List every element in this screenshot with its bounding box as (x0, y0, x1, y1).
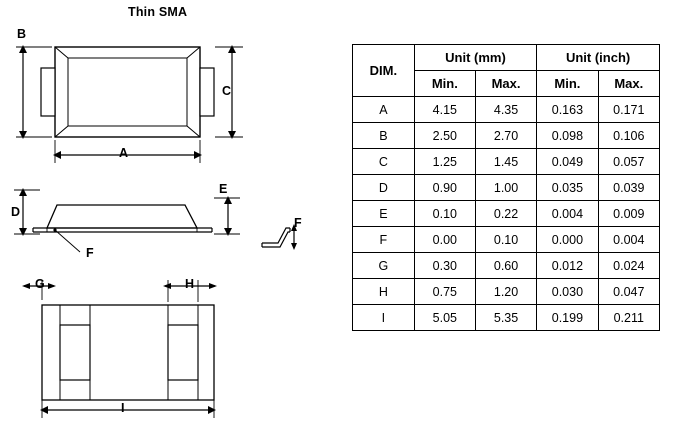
header-unit-mm: Unit (mm) (414, 45, 536, 71)
table-row (353, 227, 660, 253)
cell-mm-min: 0.00 (414, 227, 475, 253)
table-row (353, 175, 660, 201)
dimensions-table-wrapper (352, 44, 660, 331)
dimension-e (214, 196, 240, 236)
cell-inch-min: 0.049 (537, 149, 598, 175)
cell-inch-max: 0.009 (598, 201, 659, 227)
cell-dim: G (353, 253, 415, 279)
cell-inch-min: 0.035 (537, 175, 598, 201)
cell-mm-max: 0.10 (475, 227, 536, 253)
cell-mm-min: 0.30 (414, 253, 475, 279)
cell-mm-max: 1.00 (475, 175, 536, 201)
cell-inch-max: 0.106 (598, 123, 659, 149)
table-row (353, 123, 660, 149)
cell-mm-max: 0.22 (475, 201, 536, 227)
cell-mm-min: 0.90 (414, 175, 475, 201)
cell-dim: I (353, 305, 415, 331)
cell-inch-min: 0.000 (537, 227, 598, 253)
cell-mm-max: 4.35 (475, 97, 536, 123)
cell-mm-min: 5.05 (414, 305, 475, 331)
label-i: I (121, 401, 125, 415)
cell-inch-max: 0.057 (598, 149, 659, 175)
cell-inch-max: 0.004 (598, 227, 659, 253)
detail-view-f (262, 224, 297, 250)
label-f-detail: F (294, 216, 302, 230)
cell-mm-min: 1.25 (414, 149, 475, 175)
dimensions-table (352, 44, 660, 331)
cell-mm-min: 2.50 (414, 123, 475, 149)
header-unit-inch: Unit (inch) (537, 45, 660, 71)
pad-layout-view (42, 305, 214, 400)
cell-dim: H (353, 279, 415, 305)
table-header-row-top (353, 45, 660, 71)
header-inch-max: Max. (598, 71, 659, 97)
side-view (33, 205, 212, 232)
table-row (353, 97, 660, 123)
table-row (353, 253, 660, 279)
header-mm-max: Max. (475, 71, 536, 97)
cell-inch-max: 0.024 (598, 253, 659, 279)
cell-mm-max: 2.70 (475, 123, 536, 149)
cell-inch-min: 0.199 (537, 305, 598, 331)
dimension-i (40, 400, 216, 418)
cell-mm-max: 1.45 (475, 149, 536, 175)
label-g: G (35, 277, 45, 291)
label-b: B (17, 27, 27, 41)
cell-inch-max: 0.211 (598, 305, 659, 331)
cell-inch-min: 0.004 (537, 201, 598, 227)
table-row (353, 149, 660, 175)
label-c: C (222, 84, 232, 98)
label-f-side: F (86, 246, 94, 260)
cell-inch-min: 0.012 (537, 253, 598, 279)
cell-mm-max: 0.60 (475, 253, 536, 279)
cell-dim: B (353, 123, 415, 149)
cell-inch-max: 0.047 (598, 279, 659, 305)
label-h: H (185, 277, 195, 291)
header-dim: DIM. (353, 45, 415, 97)
table-row (353, 279, 660, 305)
header-mm-min: Min. (414, 71, 475, 97)
cell-mm-max: 5.35 (475, 305, 536, 331)
label-a: A (119, 146, 129, 160)
page-title: Thin SMA (128, 5, 188, 19)
header-inch-min: Min. (537, 71, 598, 97)
top-view (41, 47, 214, 137)
cell-mm-min: 0.75 (414, 279, 475, 305)
cell-dim: E (353, 201, 415, 227)
cell-dim: D (353, 175, 415, 201)
label-d: D (11, 205, 21, 219)
table-row (353, 201, 660, 227)
cell-mm-min: 4.15 (414, 97, 475, 123)
cell-inch-min: 0.030 (537, 279, 598, 305)
cell-mm-min: 0.10 (414, 201, 475, 227)
cell-dim: C (353, 149, 415, 175)
table-row (353, 305, 660, 331)
cell-inch-max: 0.039 (598, 175, 659, 201)
cell-inch-min: 0.098 (537, 123, 598, 149)
cell-dim: F (353, 227, 415, 253)
cell-inch-max: 0.171 (598, 97, 659, 123)
label-e: E (219, 182, 228, 196)
cell-inch-min: 0.163 (537, 97, 598, 123)
cell-mm-max: 1.20 (475, 279, 536, 305)
cell-dim: A (353, 97, 415, 123)
